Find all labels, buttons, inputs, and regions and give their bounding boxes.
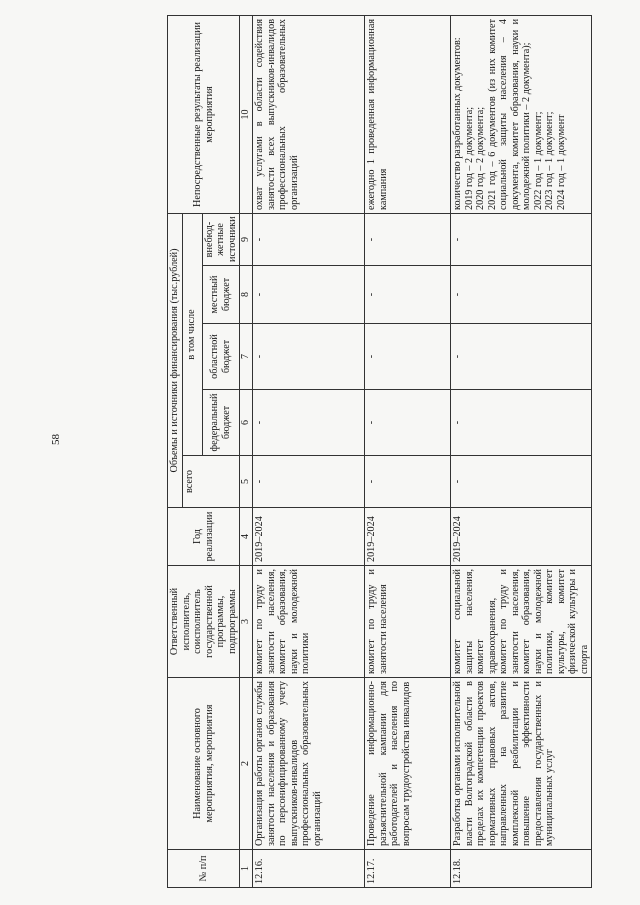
header-name: Наименование основного мероприятия, мероприятия <box>168 678 240 850</box>
row-federal: - <box>365 390 451 456</box>
header-total: всего <box>182 456 240 508</box>
header-local: местный бюджет <box>202 266 240 324</box>
row-local: - <box>451 266 592 324</box>
col-number: 4 <box>240 508 253 566</box>
row-regional: - <box>253 324 365 390</box>
row-name: Проведение информационно-разъяснительной кампании для работодателей и населения по вопросам трудоустройства инвалидов <box>365 678 451 850</box>
funding-table <box>167 15 592 888</box>
header-year: Год реализации <box>168 508 240 566</box>
row-total: - <box>253 456 365 508</box>
row-name: Разработка органами исполнительной власти Волгоградской области в пределах их компетенции проектов нормативных правовых актов, направленных на развитие комплексной реабилитации и повышение эффективности предоставления государственных и муниципальных услуг <box>451 678 592 850</box>
col-number: 3 <box>240 566 253 678</box>
row-responsible: комитет по труду и занятости населения, комитет образования, науки и молодежной политики <box>253 566 365 678</box>
col-number: 2 <box>240 678 253 850</box>
row-result: количество разработанных документов: 2019 год – 2 документа; 2020 год – 2 документа; 2021 год – 6 документов (из них комитет социальной защиты населения – 4 документа, комитет образования, науки и молодежной политики – 2 документа); 2022 год – 1 документ; 2023 год – 1 документ; 2024 год – 1 документ <box>451 15 592 213</box>
row-year: 2019–2024 <box>253 508 365 566</box>
row-local: - <box>365 266 451 324</box>
row-responsible: комитет по труду и занятости населения <box>365 566 451 678</box>
row-local: - <box>253 266 365 324</box>
row-no: 12.18. <box>451 850 592 888</box>
table-row <box>451 15 592 887</box>
row-federal: - <box>451 390 592 456</box>
table-row <box>365 15 451 887</box>
header-no: № п/п <box>168 850 240 888</box>
row-responsible: комитет социальной защиты населения, комитет здравоохранения, комитет по труду и занятости населения, комитет образования, науки и молодежной политики, комитет культуры, комитет физической культуры и спорта <box>451 566 592 678</box>
rotated-table-wrapper <box>167 16 640 888</box>
row-extra: - <box>365 213 451 265</box>
col-number: 1 <box>240 850 253 888</box>
col-number: 7 <box>240 324 253 390</box>
row-result: охват услугами в области содействия занятости всех выпускников-инвалидов профессиональных образовательных организаций <box>253 15 365 213</box>
header-federal: федеральный бюджет <box>202 390 240 456</box>
row-regional: - <box>451 324 592 390</box>
header-including: в том числе <box>182 213 202 455</box>
col-number: 5 <box>240 456 253 508</box>
row-extra: - <box>451 213 592 265</box>
row-federal: - <box>253 390 365 456</box>
table-row <box>253 15 365 887</box>
col-number: 8 <box>240 266 253 324</box>
row-extra: - <box>253 213 365 265</box>
row-total: - <box>365 456 451 508</box>
page-number: 58 <box>50 434 62 445</box>
row-year: 2019–2024 <box>365 508 451 566</box>
row-no: 12.16. <box>253 850 365 888</box>
header-regional: областной бюджет <box>202 324 240 390</box>
header-funding: Объемы и источники финансирования (тыс.рублей) <box>168 213 183 507</box>
row-year: 2019–2024 <box>451 508 592 566</box>
row-result: ежегодно 1 проведенная информационная кампания <box>365 15 451 213</box>
col-number: 10 <box>240 15 253 213</box>
col-number: 6 <box>240 390 253 456</box>
header-responsible: Ответственный исполнитель, соисполнитель государственной программы, подпрограммы <box>168 566 240 678</box>
row-no: 12.17. <box>365 850 451 888</box>
header-results: Непосредственные результаты реализации мероприятия <box>168 15 240 213</box>
col-number: 9 <box>240 213 253 265</box>
row-name: Организация работы органов службы занятости населения и образования по персонифицированному учету выпускников-инвалидов профессиональных образовательных организаций <box>253 678 365 850</box>
header-extra: внебюд-жетные источники <box>202 213 240 265</box>
row-total: - <box>451 456 592 508</box>
row-regional: - <box>365 324 451 390</box>
